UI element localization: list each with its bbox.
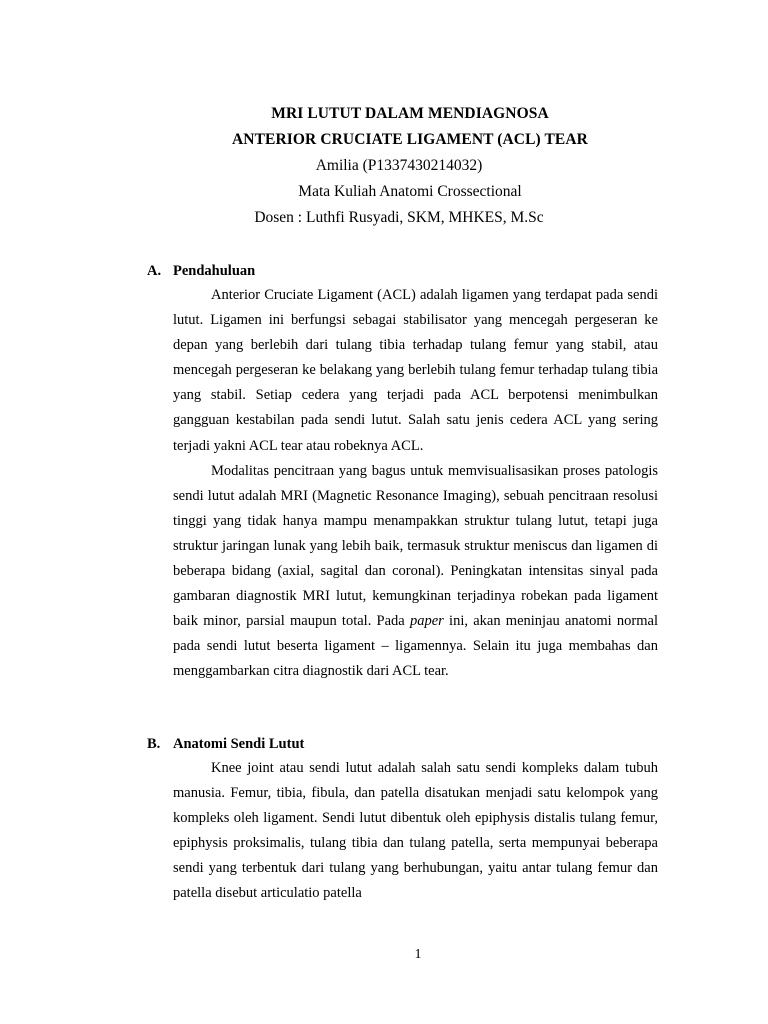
section-body-a bbox=[173, 283, 658, 685]
section-letter: B. bbox=[147, 736, 161, 752]
document-header bbox=[0, 101, 768, 231]
page-number: 1 bbox=[414, 947, 422, 962]
section-heading-b bbox=[147, 734, 304, 754]
emphasis-text: paper bbox=[409, 613, 444, 630]
paragraph: Anterior Cruciate Ligament (ACL) adalah ligamen yang terdapat pada sendi lutut. Ligamen ini berfungsi sebagai stabilisator yang mencegah pergeseran ke depan yang berlebih dari tulang tibia terhadap tulang femur yang stabil, atau mencegah pergeseran ke belakang yang berlebih tulang femur terhadap tulang tibia yang stabil. Setiap cedera yang terjadi pada ACL berpotensi menimbulkan gangguan kestabilan pada sendi lutut. Salah satu jenis cedera ACL yang sering terjadi yakni ACL tear atau robeknya ACL. bbox=[173, 287, 658, 454]
section-title: Anatomi Sendi Lutut bbox=[173, 736, 305, 752]
lecturer-line: Dosen : Luthfi Rusyadi, SKM, MHKES, M.Sc bbox=[254, 209, 544, 226]
section-letter: A. bbox=[147, 263, 162, 279]
title-line-1: MRI LUTUT DALAM MENDIAGNOSA bbox=[271, 105, 549, 122]
author-line: Amilia (P1337430214032) bbox=[315, 157, 483, 174]
paragraph bbox=[173, 459, 658, 685]
section-title: Pendahuluan bbox=[173, 263, 256, 279]
section-body-b bbox=[173, 756, 658, 907]
section-heading-a bbox=[147, 261, 255, 281]
paragraph-text: ini, akan meninjau anatomi normal pada sendi lutut beserta ligament – ligamennya. Selain itu juga membahas dan menggambarkan citra diagnostik dari ACL tear. bbox=[173, 613, 658, 680]
paragraph-text: Modalitas pencitraan yang bagus untuk memvisualisasikan proses patologis sendi lutut adalah MRI (Magnetic Resonance Imaging), sebuah pencitraan resolusi tinggi yang tidak hanya mampu menampakkan struktur tulang lutut, tetapi juga struktur jaringan lunak yang lebih baik, termasuk struktur meniscus dan ligamen di beberapa bidang (axial, sagital dan coronal). Peningkatan intensitas sinyal pada gambaran diagnostik MRI lutut, kemungkinan terjadinya robekan pada ligament baik minor, parsial maupun total. Pada bbox=[173, 462, 658, 630]
title-line-2: ANTERIOR CRUCIATE LIGAMENT (ACL) TEAR bbox=[232, 131, 588, 148]
paragraph: Knee joint atau sendi lutut adalah salah satu sendi kompleks dalam tubuh manusia. Femur, tibia, fibula, dan patella disatukan menjadi satu kelompok yang kompleks oleh ligament. Sendi lutut dibentuk oleh epiphysis distalis tulang femur, epiphysis proksimalis, tulang tibia dan tulang patella, serta mempunyai beberapa sendi yang terbentuk dari tulang yang berhubungan, yaitu antar tulang femur dan patella disebut articulatio patella bbox=[173, 760, 658, 902]
course-line: Mata Kuliah Anatomi Crossectional bbox=[298, 183, 522, 200]
